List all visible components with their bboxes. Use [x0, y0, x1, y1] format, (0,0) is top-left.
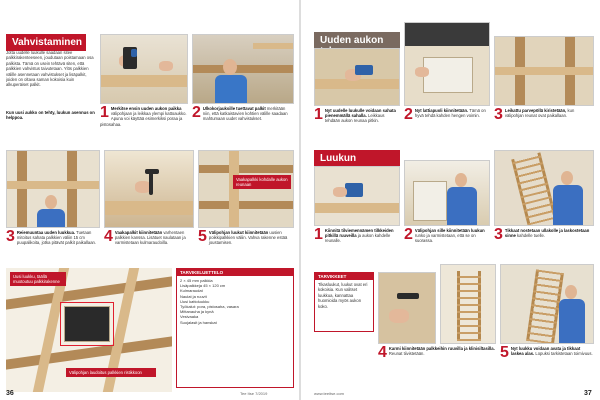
photo-drilling: [100, 34, 188, 104]
section-heading-opening: Uuden aukon: [314, 32, 400, 60]
page-number-left: 36: [6, 390, 14, 397]
step-4: 4 Vaakapalkit kiinnitetään varhentaen palkkien kanssa. Lisätuet naulataan ja varmistetaan kulmaraudoilla.: [104, 230, 186, 246]
tips-box-text: Tikasluukut, luukut ovat eri kokoisia. Kun valitset luukkua, kannattaa huomioida myös aukon koko.: [318, 282, 368, 309]
photo-ladder-unfold: [440, 264, 496, 344]
supply-item: Kulmaraudat: [180, 288, 203, 294]
photo-crossbeams: [198, 150, 294, 228]
supply-item: Mittanauha ja kynä: [180, 309, 214, 315]
footer-issue: Tee Itse 7/2019: [240, 391, 268, 396]
supply-item: Lisäpalkkeja 45 × 120 cm: [180, 283, 226, 289]
supply-item: Vesivaaka: [180, 314, 199, 320]
section-heading-install: Luukun: [314, 150, 400, 178]
opening-step-3: 3 Leikattu parvepöllä kiristetään, kun välipohjan reunat ovat paikallaan.: [494, 108, 575, 123]
footer-website: www.teeitse.com: [314, 391, 345, 396]
step-2: 2 Ulkokorjauksille tuettavat palkit merkitään niin, että katkaistavien kohtien välille saadaan mahtumaan uudet vahvistukset.: [192, 106, 288, 122]
photo-ladder-attic: [494, 150, 594, 226]
photo-hatch-cut: [404, 22, 490, 106]
supply-item: Suojalasit ja hanskat: [180, 319, 217, 325]
photo-finished-ladder: [500, 264, 594, 344]
callout-horizontal-beam: Vaakapalkki kohdalle aukon reunaan: [233, 175, 291, 189]
photo-framing: [494, 36, 594, 106]
callout-new-hatch: Uusi luukku, täällä muotoutuu palkkirakenne: [10, 272, 66, 286]
photo-hinge-detail: [378, 272, 436, 344]
install-step-1: 1 Kiinnitä tilviemennämen tilkkeiden pitkillä ruuveilla ja aukon kahdelle reunalle.: [314, 228, 394, 244]
step-1: 1 Merkitse ensin uuden aukon paikka välipohjaan ja leikkaa ylempi kattoaukko. Apuna voi käyttää esimerkiksi poraa ja pistosahaa.: [100, 106, 187, 127]
intro-bold-text: Kun uusi aukko on tehty, luukun asennus on helppoa.: [6, 110, 95, 121]
section-heading-reinforcement: Vahvistaminen: [6, 34, 86, 51]
supplies-box-title: TARVIKELUETTELO: [177, 269, 293, 276]
callout-floor-boards: Välipohjan laudoitus palkkien ristikkoon: [66, 368, 156, 377]
photo-hammering: [104, 150, 194, 228]
install-step-5: 5 Nyt luukku voidaan avata ja tikkaat laskea alas. Lopuksi tarkistetaan toimivuus.: [500, 346, 593, 361]
opening-step-2: 2 Nyt lattiapuoli kiinnitetään. Tämä on hyvä tehdä kahden hengen voimin.: [404, 108, 486, 123]
photo-attic-beams: [6, 150, 100, 228]
install-step-2: 2 Välipohjan sille kiinnitetään luukun runko ja varmistetaan, että se on suorassa.: [404, 228, 485, 244]
opening-step-1: 1 Nyt uudelle luukulle voidaan sahata pienemmällä sahalla. Leikkaus tehdään aukon reunaa pitkin.: [314, 108, 396, 124]
photo-screwing-frame: [314, 166, 400, 226]
supplies-box: [176, 268, 294, 388]
supply-item: Työkalut: pora, pistosaha, vasara: [180, 304, 239, 310]
step-5: 5 Välipohjan luukut kiinnitetään uusien poikkipalkkien väliin. Vahva rakenne estää joustamisen.: [198, 230, 288, 246]
supplies-list: [177, 276, 293, 327]
intro-text: Jotta uudelle luukulle saadaan sitee palkkirakenteeseen, joudutaan poistamaan osa palkista. Tämä on usein tehtävä siten, että palkkien vahvistus taivutetaan. Ylös palkkien välille asennetaan vahvistukset ja lisäpalkit, joiden on oltava saman kokoisia kuin alkuperäiset palkit.: [6, 50, 94, 88]
supply-item: Uusi kattoluukku: [180, 298, 210, 304]
tips-box: [314, 272, 374, 332]
photo-sawing-opening: [314, 48, 400, 106]
supply-item: Naulat ja ruuvit: [180, 293, 207, 299]
supply-item: 2 × 45 mm palkkia: [180, 278, 213, 283]
diagram-beam-structure: [6, 268, 172, 392]
photo-hatch-frame: [404, 160, 490, 226]
step-3: 3 Reiemuuntaa uuden luukkua. Tuetaan mitoitus sahata palkkien väliin 15 cm puupalikoita, jotka pitävät palkit paikallaan.: [6, 230, 97, 246]
tips-box-title: TARVIKKEET: [315, 273, 373, 280]
right-page: [300, 0, 600, 400]
photo-man-ceiling: [192, 34, 294, 104]
page-number-right: 37: [584, 390, 592, 397]
install-step-3: 3 Tikkaat nostetaan ullakolle ja laskostetaan sinne kahdelle tuelle.: [494, 228, 590, 243]
install-step-4: 4 Karmi kiinnitetään palkkeihin ruuvilla ja klinisiltasilla. Reunat tiivistetään.: [378, 346, 495, 361]
